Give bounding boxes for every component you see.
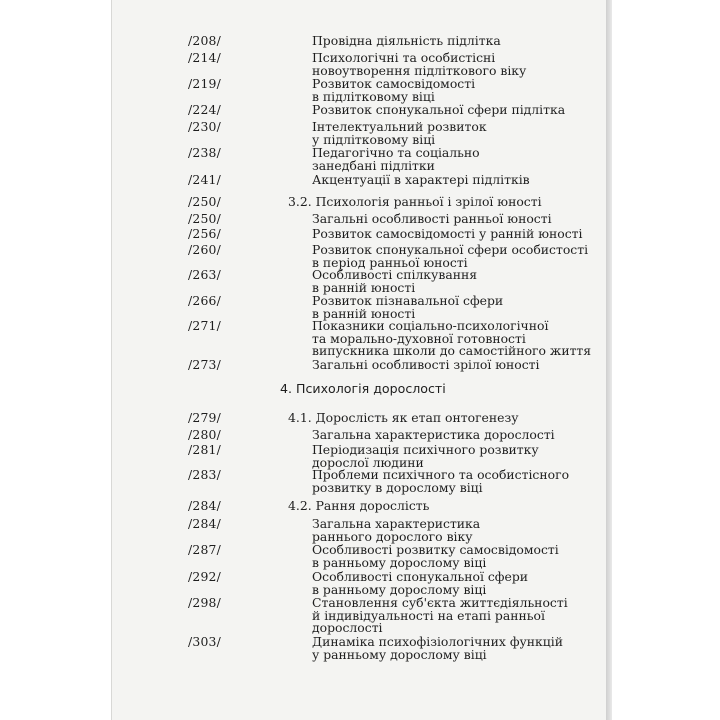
toc-entry-title: Динаміка психофізіологічних функцій у ранньому дорослому віці bbox=[312, 634, 563, 662]
toc-page-number: /292/ bbox=[188, 569, 221, 584]
toc-entry-title: Особливості розвитку самосвідомості в ранньому дорослому віці bbox=[312, 542, 559, 570]
toc-page-number: /283/ bbox=[188, 467, 221, 482]
toc-page-number: /230/ bbox=[188, 119, 221, 134]
section-heading: 4. Психологія дорослості bbox=[280, 381, 446, 396]
toc-entry-title: Розвиток спонукальної сфери особистості в період ранньої юності bbox=[312, 242, 589, 270]
toc-entry-title: Загальна характеристика дорослості bbox=[312, 427, 555, 442]
toc-page-number: /284/ bbox=[188, 498, 221, 513]
toc-page-number: /303/ bbox=[188, 634, 221, 649]
toc-page-number: /279/ bbox=[188, 410, 221, 425]
toc-entry-title: Загальні особливості зрілої юності bbox=[312, 357, 540, 372]
toc-page-number: /219/ bbox=[188, 76, 221, 91]
toc-entry-title: 4.2. Рання дорослість bbox=[288, 498, 430, 513]
toc-page-number: /263/ bbox=[188, 267, 221, 282]
toc-entry-title: Загальна характеристика раннього дорослого віку bbox=[312, 516, 481, 544]
toc-page-number: /256/ bbox=[188, 226, 221, 241]
toc-page-number: /241/ bbox=[188, 172, 221, 187]
toc-page-number: /250/ bbox=[188, 211, 221, 226]
toc-page-number: /280/ bbox=[188, 427, 221, 442]
toc-entry-title: Педагогічно та соціально занедбані підлітки bbox=[312, 145, 480, 173]
toc-page-number: /271/ bbox=[188, 318, 221, 333]
toc-entry-title: Проблеми психічного та особистісного розвитку в дорослому віці bbox=[312, 467, 570, 495]
toc-page-number: /238/ bbox=[188, 145, 221, 160]
toc-entry-title: Особливості спонукальної сфери в ранньому дорослому віці bbox=[312, 569, 529, 597]
toc-entry-title: Інтелектуальний розвиток у підлітковому віці bbox=[312, 119, 487, 147]
background-right bbox=[612, 0, 720, 720]
toc-entry-title: 3.2. Психологія ранньої і зрілої юності bbox=[288, 194, 542, 209]
toc-entry-title: Розвиток самосвідомості в підлітковому віці bbox=[312, 76, 476, 104]
toc-entry-title: Становлення суб'єкта життєдіяльності й індивідуальності на етапі ранньої дорослості bbox=[312, 595, 568, 635]
toc-entry-title: Розвиток спонукальної сфери підлітка bbox=[312, 102, 566, 117]
background-left bbox=[0, 0, 111, 720]
toc-page-number: /298/ bbox=[188, 595, 221, 610]
toc-page-number: /224/ bbox=[188, 102, 221, 117]
toc-page-number: /273/ bbox=[188, 357, 221, 372]
toc-entry-title: Загальні особливості ранньої юності bbox=[312, 211, 552, 226]
toc-entry-title: Розвиток самосвідомості у ранній юності bbox=[312, 226, 583, 241]
toc-page-number: /214/ bbox=[188, 50, 221, 65]
toc-entry-title: Періодизація психічного розвитку дорослої людини bbox=[312, 442, 539, 470]
toc-page-number: /260/ bbox=[188, 242, 221, 257]
toc-entry-title: Акцентуації в характері підлітків bbox=[312, 172, 530, 187]
toc-page-number: /284/ bbox=[188, 516, 221, 531]
toc-page-number: /281/ bbox=[188, 442, 221, 457]
toc-entry-title: Психологічні та особистісні новоутворення підліткового віку bbox=[312, 50, 527, 78]
toc-page-number: /266/ bbox=[188, 293, 221, 308]
toc-page-number: /287/ bbox=[188, 542, 221, 557]
toc-entry-title: Провідна діяльність підлітка bbox=[312, 33, 501, 48]
toc-entry-title: Показники соціально-психологічної та морально-духовної готовності випускника школи до самостійного життя bbox=[312, 318, 592, 358]
toc-page-number: /250/ bbox=[188, 194, 221, 209]
toc-entry-title: Розвиток пізнавальної сфери в ранній юності bbox=[312, 293, 504, 321]
toc-entry-title: Особливості спілкування в ранній юності bbox=[312, 267, 478, 295]
toc-page-number: /208/ bbox=[188, 33, 221, 48]
toc-entry-title: 4.1. Дорослість як етап онтогенезу bbox=[288, 410, 519, 425]
book-page bbox=[111, 0, 609, 720]
